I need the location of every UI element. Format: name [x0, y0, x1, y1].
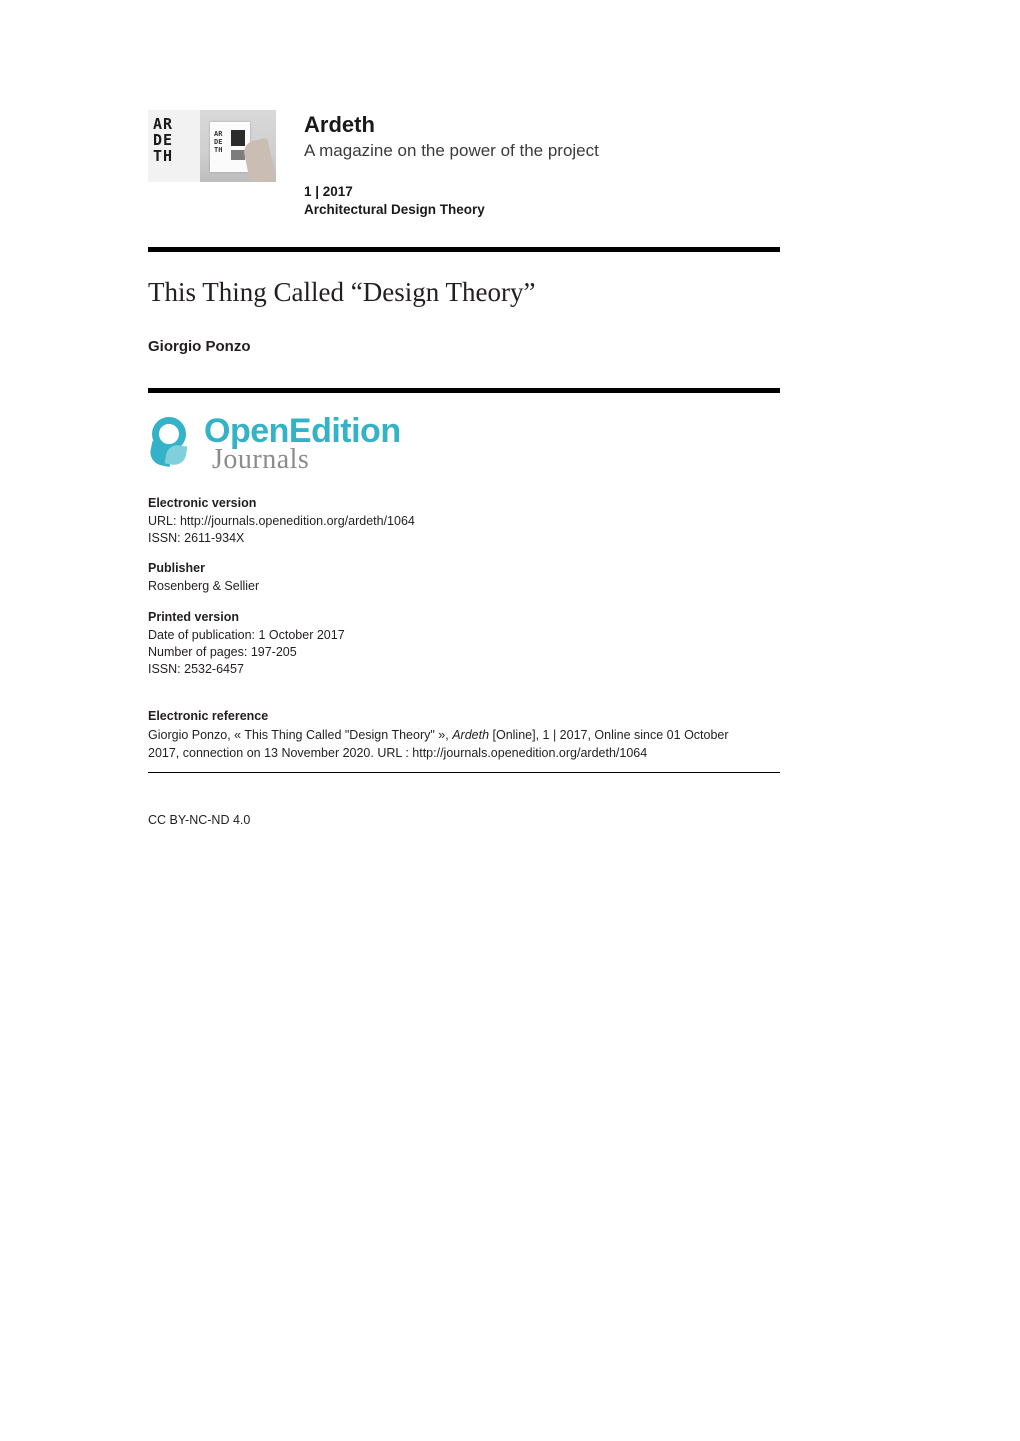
issue-number: 1 | 2017 — [304, 184, 353, 199]
publisher-name: Rosenberg & Sellier — [148, 579, 260, 593]
printed-version-issn: ISSN: 2532-6457 — [148, 662, 244, 676]
citation-journal: Ardeth — [452, 728, 490, 742]
electronic-version-heading: Electronic version — [148, 496, 257, 510]
openedition-journals-wordmark: Journals — [212, 444, 310, 475]
publisher-heading: Publisher — [148, 561, 205, 575]
printed-version-date: Date of publication: 1 October 2017 — [148, 628, 345, 642]
printed-version-pages: Number of pages: 197-205 — [148, 645, 297, 659]
cover-paper-block-grey — [231, 150, 245, 160]
divider-middle — [148, 388, 780, 393]
publisher-block — [148, 560, 788, 595]
divider-top — [148, 247, 780, 252]
printed-version-block — [148, 609, 788, 678]
electronic-version-issn: ISSN: 2611-934X — [148, 531, 245, 545]
journal-subtitle: A magazine on the power of the project — [304, 141, 599, 160]
license-text: CC BY-NC-ND 4.0 — [148, 813, 251, 827]
electronic-reference-heading: Electronic reference — [148, 709, 269, 723]
journal-title: Ardeth — [304, 112, 375, 137]
masthead-text — [304, 110, 599, 219]
issue-block — [304, 183, 599, 219]
printed-version-heading: Printed version — [148, 610, 239, 624]
article-author: Giorgio Ponzo — [148, 338, 251, 355]
cover-paper-block-dark — [231, 130, 245, 146]
journal-cover-thumbnail — [148, 110, 276, 182]
issue-topic: Architectural Design Theory — [304, 202, 485, 217]
electronic-reference-citation-line2[interactable]: 2017, connection on 13 November 2020. URL : http://journals.openedition.org/ardeth/1064 — [148, 746, 648, 760]
page-title: This Thing Called “Design Theory” — [148, 277, 536, 307]
electronic-reference-block — [148, 708, 780, 762]
openedition-mark-icon — [148, 417, 196, 469]
electronic-version-url[interactable]: URL: http://journals.openedition.org/ardeth/1064 — [148, 514, 415, 528]
ardeth-logo-icon: AR DE TH — [153, 115, 174, 165]
openedition-wordmark: OpenEdition — [204, 412, 401, 450]
divider-bottom — [148, 772, 780, 773]
citation-post: [Online], 1 | 2017, Online since 01 October — [489, 728, 729, 742]
electronic-version-block — [148, 495, 788, 547]
masthead — [148, 110, 788, 219]
citation-pre: Giorgio Ponzo, « This Thing Called "Design Theory" », — [148, 728, 453, 742]
electronic-reference-citation — [148, 726, 780, 744]
openedition-journals-logo[interactable] — [148, 412, 401, 475]
cover-paper-logo-icon: AR DE TH — [214, 130, 223, 154]
